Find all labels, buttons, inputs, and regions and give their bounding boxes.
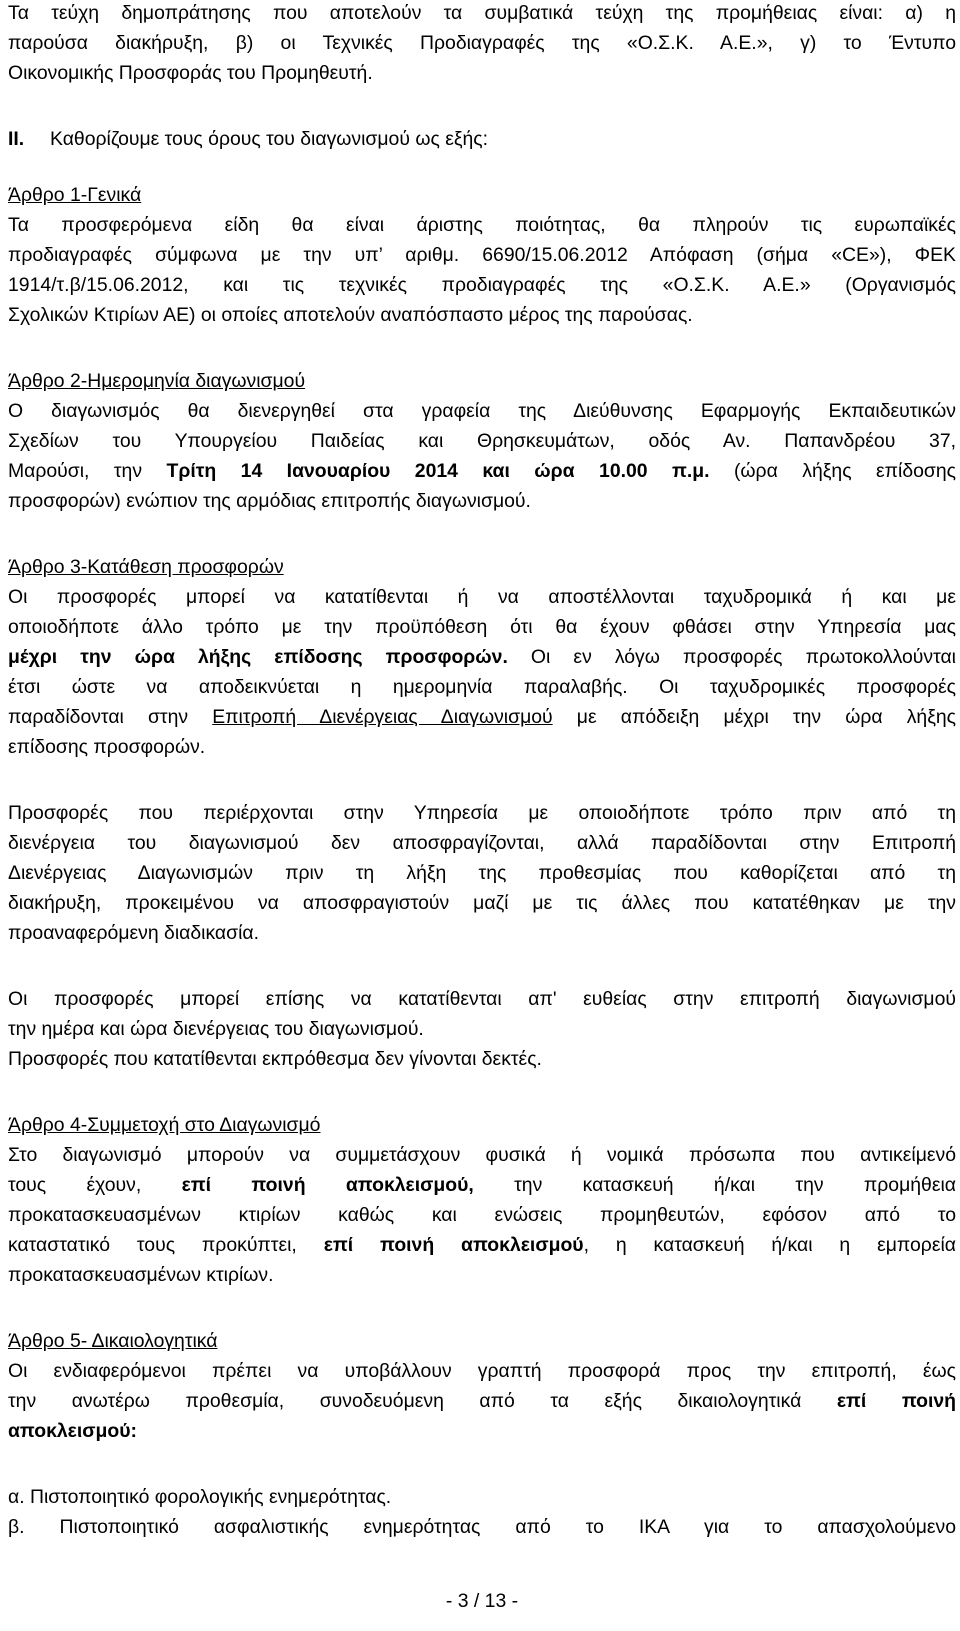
section-text: Καθορίζουμε τους όρους του διαγωνισμού ως εξής: bbox=[50, 128, 489, 150]
paragraph-line: Οικονομικής Προσφοράς του Προμηθευτή. bbox=[8, 62, 373, 84]
paragraph-line: επίδοσης προσφορών. bbox=[8, 736, 206, 758]
paragraph-line: 1914/τ.β/15.06.2012, και τις τεχνικές προδιαγραφές της «Ο.Σ.Κ. Α.Ε.» (Οργανισμός bbox=[8, 274, 956, 296]
section-number: ΙΙ. bbox=[8, 128, 25, 150]
paragraph-line: οποιοδήποτε άλλο τρόπο με την προϋπόθεση ότι θα έχουν φθάσει στην Υπηρεσία μας bbox=[8, 616, 956, 638]
paragraph-line: Ο διαγωνισμός θα διενεργηθεί στα γραφεία της Διεύθυνσης Εφαρμογής Εκπαιδευτικών bbox=[8, 400, 956, 422]
paragraph-line: έτσι ώστε να αποδεικνύεται η ημερομηνία παραλαβής. Οι ταχυδρομικές προσφορές bbox=[8, 676, 956, 698]
section-heading-ii bbox=[8, 124, 956, 154]
list-item: α. Πιστοποιητικό φορολογικής ενημερότητας. bbox=[8, 1486, 392, 1508]
paragraph-line: την ανωτέρω προθεσμία, συνοδευόμενη από τα εξής δικαιολογητικά επί ποινή bbox=[8, 1390, 956, 1412]
article-2-heading: Άρθρο 2-Ημερομηνία διαγωνισμού bbox=[8, 370, 306, 392]
paragraph-line: τους έχουν, επί ποινή αποκλεισμού, την κατασκευή ή/και την προμήθεια bbox=[8, 1174, 956, 1196]
paragraph-line: Μαρούσι, την Τρίτη 14 Ιανουαρίου 2014 και ώρα 10.00 π.μ. (ώρα λήξης επίδοσης bbox=[8, 460, 956, 482]
paragraph-line: Προσφορές που περιέρχονται στην Υπηρεσία με οποιοδήποτε τρόπο πριν από τη bbox=[8, 802, 956, 824]
article-1-heading: Άρθρο 1-Γενικά bbox=[8, 184, 142, 206]
paragraph-line: Σχολικών Κτιρίων ΑΕ) οι οποίες αποτελούν αναπόσπαστο μέρος της παρούσας. bbox=[8, 304, 693, 326]
paragraph-line: Προσφορές που κατατίθενται εκπρόθεσμα δεν γίνονται δεκτές. bbox=[8, 1048, 542, 1070]
paragraph-line: Οι ενδιαφερόμενοι πρέπει να υποβάλλουν γραπτή προσφορά προς την επιτροπή, έως bbox=[8, 1360, 956, 1382]
paragraph-line: Τα τεύχη δημοπράτησης που αποτελούν τα συμβατικά τεύχη της προμήθειας είναι: α) η bbox=[8, 2, 956, 24]
paragraph-line: παραδίδονται στην Επιτροπή Διενέργειας Διαγωνισμού με απόδειξη μέχρι την ώρα λήξης bbox=[8, 706, 957, 728]
paragraph-line: παρούσα διακήρυξη, β) οι Τεχνικές Προδιαγραφές της «Ο.Σ.Κ. Α.Ε.», γ) το Έντυπο bbox=[8, 32, 956, 54]
article-3-heading: Άρθρο 3-Κατάθεση προσφορών bbox=[8, 556, 284, 578]
paragraph-line: καταστατικό τους προκύπτει, επί ποινή αποκλεισμού, η κατασκευή ή/και η εμπορεία bbox=[8, 1234, 956, 1256]
paragraph-line: Οι προσφορές μπορεί επίσης να κατατίθενται απ' ευθείας στην επιτροπή διαγωνισμού bbox=[8, 988, 956, 1010]
paragraph-line: προδιαγραφές σύμφωνα με την υπ’ αριθμ. 6690/15.06.2012 Απόφαση (σήμα «CE»), ΦΕΚ bbox=[8, 244, 956, 266]
tender-date: Τρίτη 14 Ιανουαρίου 2014 και ώρα 10.00 π.μ. bbox=[166, 460, 710, 482]
article-4-heading: Άρθρο 4-Συμμετοχή στο Διαγωνισμό bbox=[8, 1114, 321, 1136]
paragraph-line: προκατασκευασμένων κτιρίων. bbox=[8, 1264, 274, 1286]
paragraph-line: Οι προσφορές μπορεί να κατατίθενται ή να αποστέλλονται ταχυδρομικά ή και με bbox=[8, 586, 956, 608]
page-number: - 3 / 13 - bbox=[445, 1590, 519, 1612]
paragraph-line: προκατασκευασμένων κτιρίων καθώς και ενώσεις προμηθευτών, εφόσον από το bbox=[8, 1204, 956, 1226]
paragraph-line: την ημέρα και ώρα διενέργειας του διαγωνισμού. bbox=[8, 1018, 424, 1040]
paragraph-line: Σχεδίων του Υπουργείου Παιδείας και Θρησκευμάτων, οδός Αν. Παπανδρέου 37, bbox=[8, 430, 956, 452]
paragraph-line: αποκλεισμού: bbox=[8, 1420, 137, 1442]
paragraph-line: προσφορών) ενώπιον της αρμόδιας επιτροπής διαγωνισμού. bbox=[8, 490, 531, 512]
paragraph-line: διακήρυξη, προκειμένου να αποσφραγιστούν μαζί με τις άλλες που κατατέθηκαν με την bbox=[8, 892, 956, 914]
article-5-heading: Άρθρο 5- Δικαιολογητικά bbox=[8, 1330, 218, 1352]
paragraph-line: διενέργεια του διαγωνισμού δεν αποσφραγίζονται, αλλά παραδίδονται στην Επιτροπή bbox=[8, 832, 956, 854]
committee-name: Επιτροπή Διενέργειας Διαγωνισμού bbox=[212, 706, 553, 728]
paragraph-line: Διενέργειας Διαγωνισμών πριν τη λήξη της προθεσμίας που καθορίζεται από τη bbox=[8, 862, 956, 884]
paragraph-line: προαναφερόμενη διαδικασία. bbox=[8, 922, 259, 944]
paragraph-line: μέχρι την ώρα λήξης επίδοσης προσφορών. Οι εν λόγω προσφορές πρωτοκολλούνται bbox=[8, 646, 956, 668]
paragraph-line: Στο διαγωνισμό μπορούν να συμμετάσχουν φυσικά ή νομικά πρόσωπα που αντικείμενό bbox=[8, 1144, 956, 1166]
paragraph-line: Τα προσφερόμενα είδη θα είναι άριστης ποιότητας, θα πληρούν τις ευρωπαϊκές bbox=[8, 214, 956, 236]
list-item: β. Πιστοποιητικό ασφαλιστικής ενημερότητας από το ΙΚΑ για το απασχολούμενο bbox=[8, 1516, 956, 1538]
